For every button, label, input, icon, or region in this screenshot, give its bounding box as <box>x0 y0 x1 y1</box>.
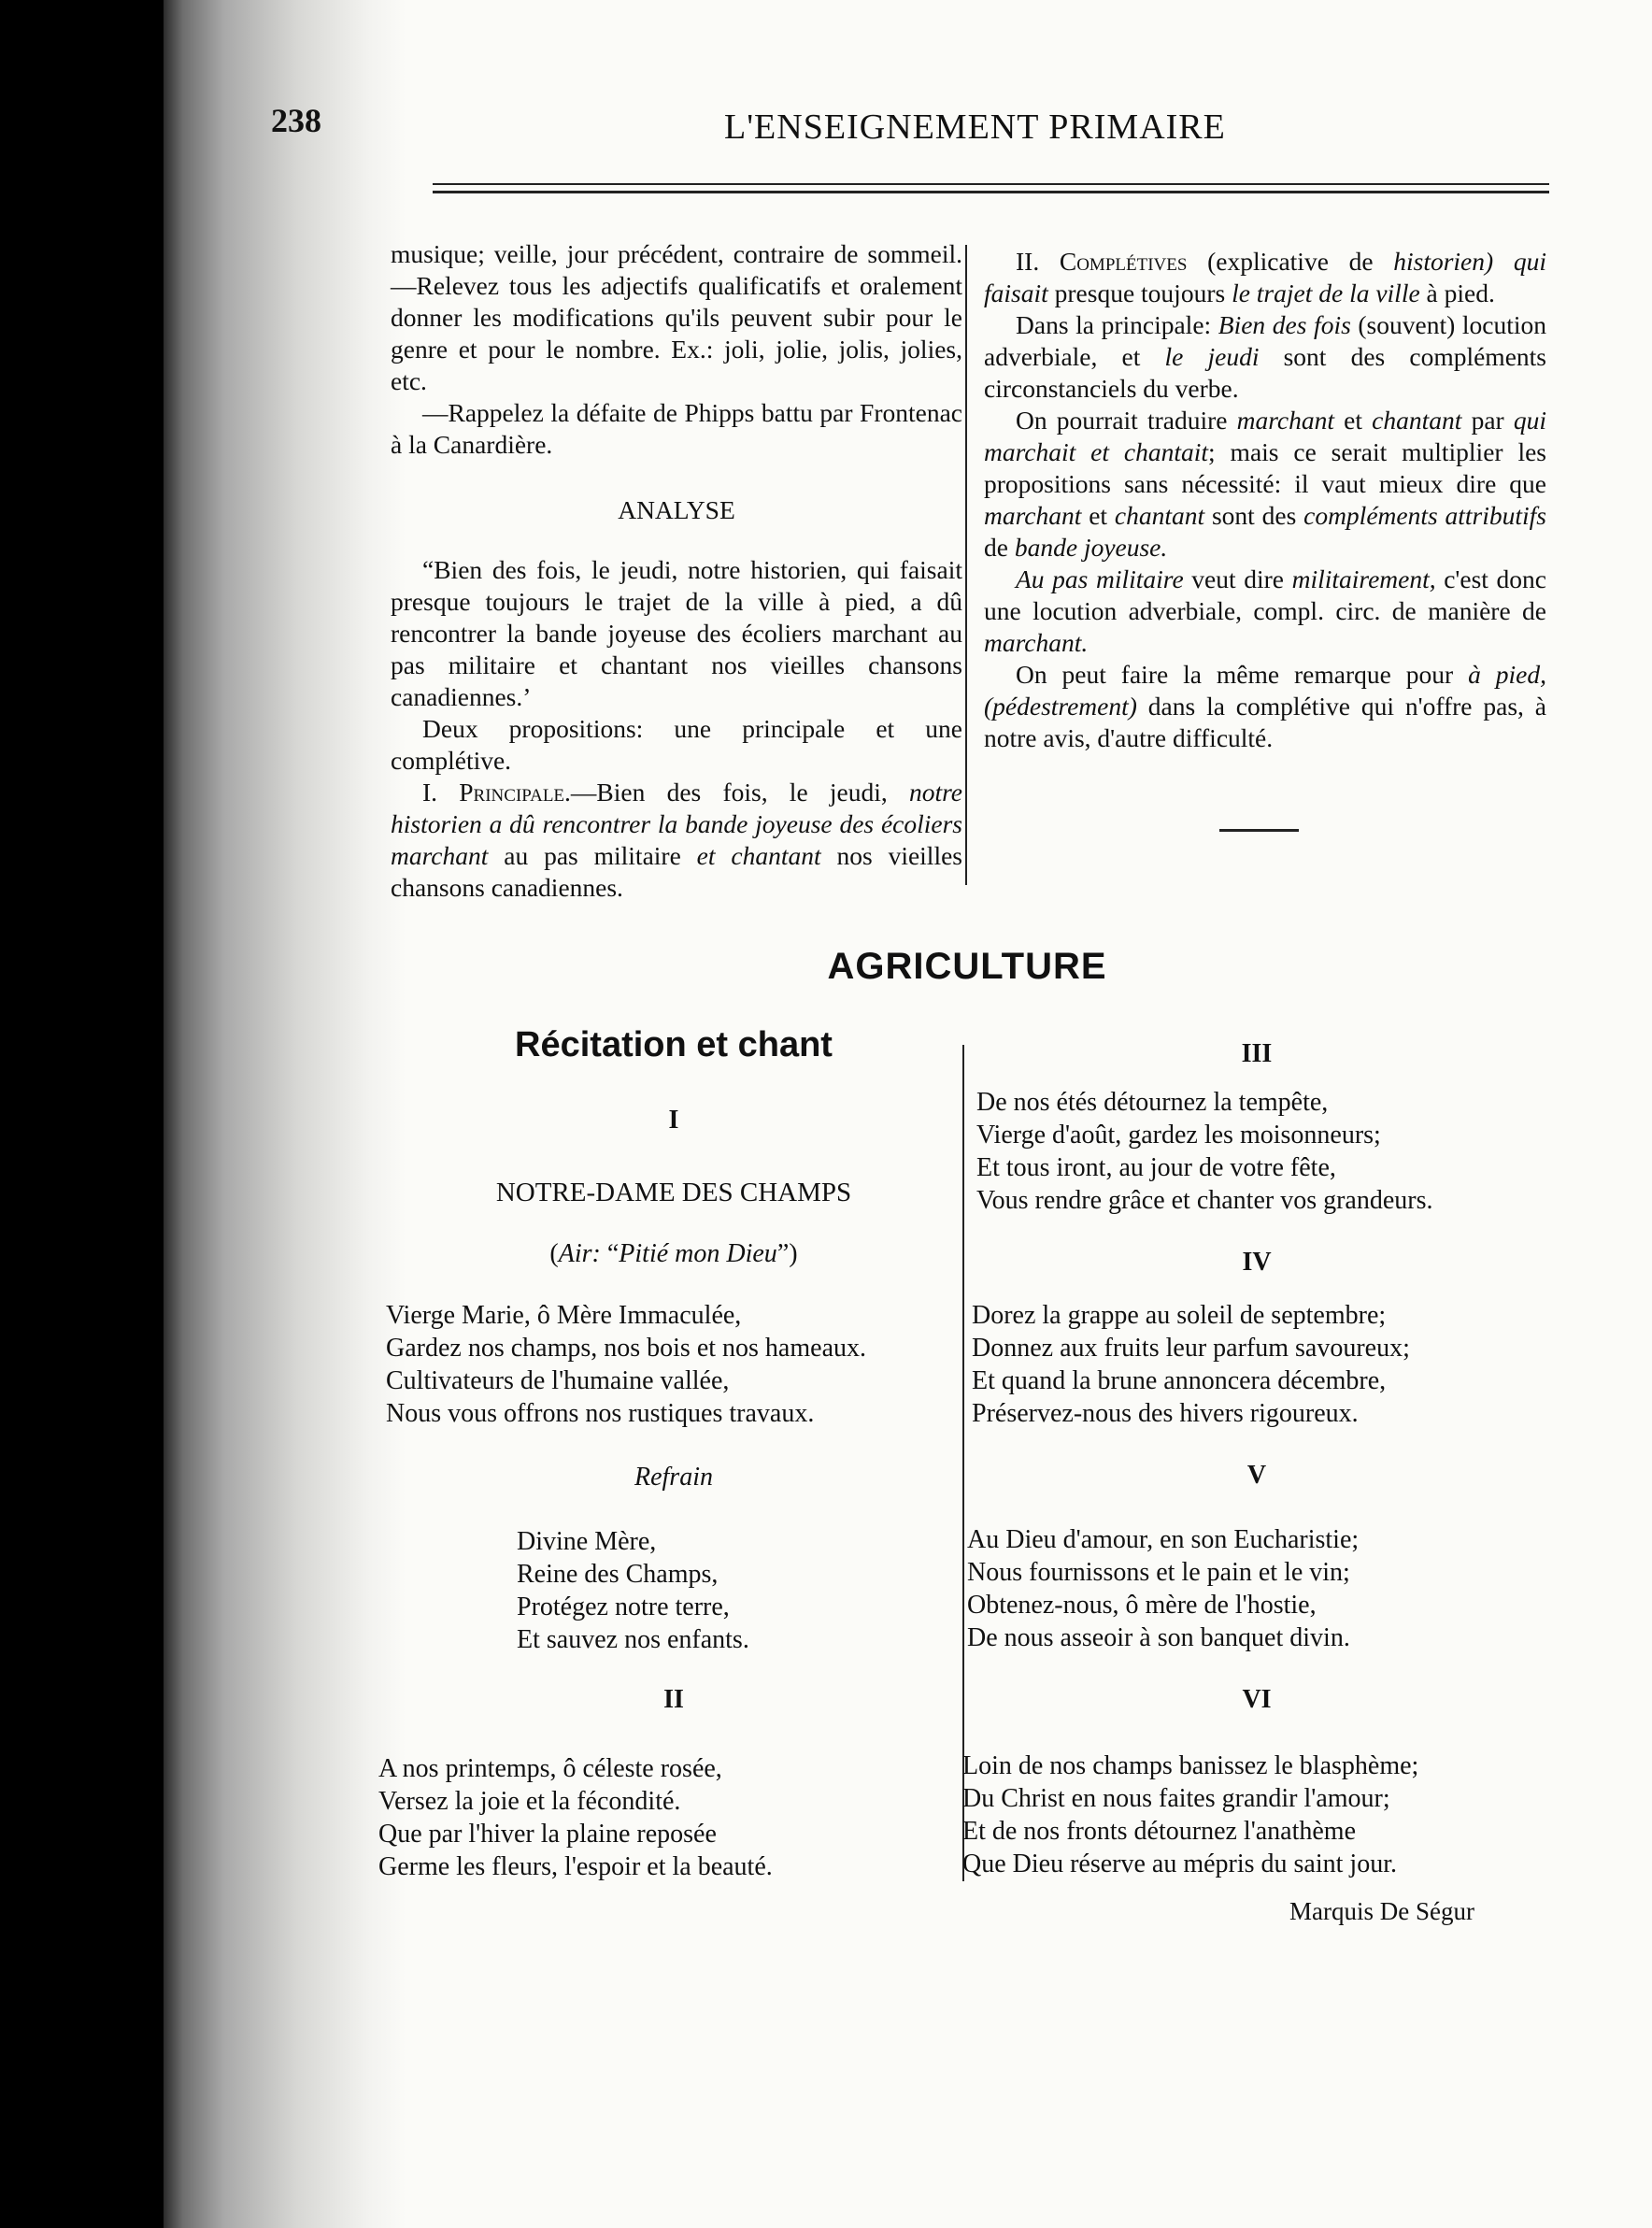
completives-label: II. Complétives <box>1016 247 1188 276</box>
column-divider-top <box>965 245 967 885</box>
left-paragraph-1: musique; veille, jour précédent, contraire de sommeil.—Relevez tous les adjectifs qualificatifs et oralement donner les modifications qu'ils peuvent subir pour le genre et pour le nombre. Ex.: joli, jolie, jolis, jolies, etc. <box>391 239 962 395</box>
refrain <box>517 1525 956 1656</box>
header-rule-top <box>433 183 1549 185</box>
principale-paragraph: I. Principale.—Bien des fois, le jeudi, notre historien a dû rencontrer la bande joyeuse des écoliers marchant au pas militaire et chantant nos vieilles chansons canadiennes. <box>391 778 962 902</box>
verse-line: Divine Mère, <box>517 1527 657 1556</box>
right-paragraph-2: Dans la principale: Bien des fois (souvent) locution adverbiale, et le jeudi sont des compléments circonstanciels du verbe. <box>984 310 1546 403</box>
analyse-heading: ANALYSE <box>618 495 735 524</box>
verse-line: Nous fournissons et le pain et le vin; <box>967 1558 1350 1587</box>
completives-paragraph: II. Complétives (explicative de historien) qui faisait presque toujours le trajet de la ville à pied. <box>984 247 1546 307</box>
stanza-3 <box>976 1086 1546 1217</box>
stanza-6 <box>962 1750 1546 1880</box>
analysis-quote: “Bien des fois, le jeudi, notre historien, qui faisait presque toujours le trajet de la ville à pied, a dû rencontrer la bande joyeuse des écoliers marchant au pas militaire et chantant nos vieilles chansons canadiennes.’ <box>391 555 962 711</box>
stanza-6-number: VI <box>1242 1685 1272 1714</box>
stanza-3-number: III <box>1241 1039 1273 1068</box>
stanza-4-number: IV <box>1242 1248 1272 1277</box>
left-paragraph-2: —Rappelez la défaite de Phipps battu par Frontenac à la Canardière. <box>391 398 962 459</box>
section-end-rule <box>1219 829 1299 832</box>
verse-line: Donnez aux fruits leur parfum savoureux; <box>972 1334 1410 1363</box>
verse-line: A nos printemps, ô céleste rosée, <box>378 1754 722 1783</box>
verse-line: Et tous iront, au jour de votre fête, <box>976 1153 1336 1182</box>
right-paragraph-3: On pourrait traduire marchant et chantant par qui marchait et chantait; mais ce serait multiplier les propositions sans nécessité: il vaut mieux dire que marchant et chantant sont des compléments attributifs de bande joyeuse. <box>984 406 1546 562</box>
stanza-2 <box>378 1752 962 1883</box>
verse-line: Au Dieu d'amour, en son Eucharistie; <box>967 1525 1360 1554</box>
left-column <box>391 238 962 904</box>
right-paragraph-4: Au pas militaire veut dire militairement, c'est donc une locution adverbiale, compl. circ. de manière de marchant. <box>984 564 1546 657</box>
poem-air-line: (Air: “Pitié mon Dieu”) <box>549 1239 798 1268</box>
verse-line: Germe les fleurs, l'espoir et la beauté. <box>378 1852 773 1881</box>
left-paragraph-4: Deux propositions: une principale et une complétive. <box>391 714 962 775</box>
stanza-2-number: II <box>663 1685 684 1714</box>
verse-line: Du Christ en nous faites grandir l'amour; <box>962 1784 1390 1813</box>
author-signature: Marquis De Ségur <box>1289 1897 1474 1925</box>
verse-line: Vierge d'août, gardez les moisonneurs; <box>976 1121 1381 1150</box>
verse-line: Préservez-nous des hivers rigoureux. <box>972 1399 1359 1428</box>
header-rule-bottom <box>433 191 1549 193</box>
stanza-5-number: V <box>1246 1461 1267 1490</box>
verse-line: Vous rendre grâce et chanter vos grandeurs. <box>976 1186 1433 1215</box>
poem-title: NOTRE-DAME DES CHAMPS <box>495 1178 852 1207</box>
verse-line: Obtenez-nous, ô mère de l'hostie, <box>967 1591 1317 1620</box>
stanza-1 <box>386 1299 965 1430</box>
verse-line: Loin de nos champs banissez le blasphème; <box>962 1751 1419 1780</box>
verse-line: Vierge Marie, ô Mère Immaculée, <box>386 1301 742 1330</box>
stanza-5 <box>967 1523 1546 1654</box>
stanza-4 <box>972 1299 1546 1430</box>
page-edge-shading <box>164 0 406 2228</box>
verse-line: Que par l'hiver la plaine reposée <box>378 1820 717 1849</box>
refrain-label: Refrain <box>634 1463 713 1492</box>
stanza-1-number: I <box>668 1106 679 1135</box>
verse-line: Gardez nos champs, nos bois et nos hameaux. <box>386 1334 866 1363</box>
verse-line: Protégez notre terre, <box>517 1592 730 1621</box>
verse-line: Que Dieu réserve au mépris du saint jour. <box>962 1850 1397 1878</box>
right-column <box>984 246 1546 754</box>
verse-line: Cultivateurs de l'humaine vallée, <box>386 1366 730 1395</box>
section-title: AGRICULTURE <box>827 946 1107 987</box>
right-paragraph-5: On peut faire la même remarque pour à pied, (pédestrement) dans la complétive qui n'offre pas, à notre avis, d'autre difficulté. <box>984 660 1546 752</box>
verse-line: Versez la joie et la fécondité. <box>378 1787 681 1816</box>
verse-line: Dorez la grappe au soleil de septembre; <box>972 1301 1387 1330</box>
verse-line: Reine des Champs, <box>517 1560 719 1589</box>
verse-line: Nous vous offrons nos rustiques travaux. <box>386 1399 815 1428</box>
verse-line: Et quand la brune annoncera décembre, <box>972 1366 1387 1395</box>
verse-line: Et de nos fronts détournez l'anathème <box>962 1817 1357 1846</box>
journal-title: L'ENSEIGNEMENT PRIMAIRE <box>724 107 1226 147</box>
verse-line: Et sauvez nos enfants. <box>517 1625 749 1654</box>
verse-line: De nous asseoir à son banquet divin. <box>967 1623 1350 1652</box>
section-subtitle: Récitation et chant <box>515 1025 833 1064</box>
principale-label: I. Principale. <box>422 778 571 807</box>
verse-line: De nos étés détournez la tempête, <box>976 1088 1329 1117</box>
page-number: 238 <box>271 102 321 139</box>
